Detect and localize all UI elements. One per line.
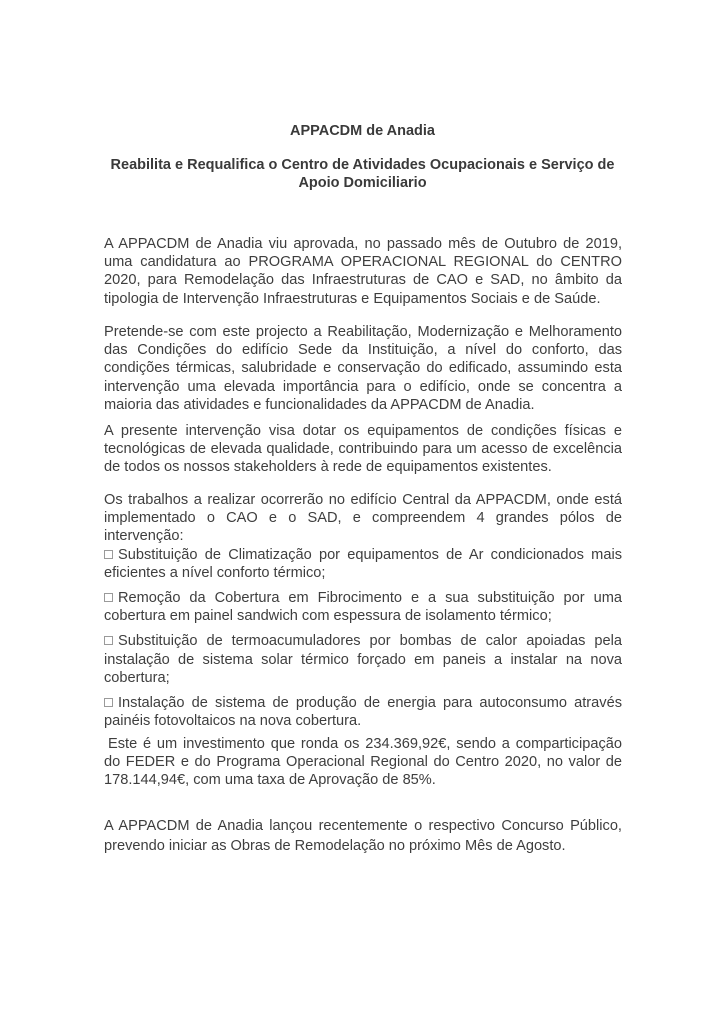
paragraph-text: Pretende-se com este projecto a Reabilitação, Modernização e Melhoramento das Condições do edifício Sede da Instituição, a nível do conforto, das condições térmicas, salubridade e conservação do edificado, assumindo esta intervenção uma elevada importância para o edifício, onde se concentra a maioria das atividades e funcionalidades da APPACDM de Anadia.	[104, 324, 622, 413]
paragraph-works	[104, 491, 622, 730]
paragraph-project-goals	[104, 323, 622, 414]
empty-square-bullet-icon	[104, 636, 113, 645]
paragraph-text: A APPACDM de Anadia viu aprovada, no passado mês de Outubro de 2019, uma candidatura ao PROGRAMA OPERACIONAL REGIONAL do CENTRO 2020, para Remodelação das Infraestruturas de CAO e SAD, no âmbito da tipologia de Intervenção Infraestruturas e Equipamentos Sociais e de Saúde.	[104, 236, 622, 307]
document-subtitle	[0, 156, 725, 192]
document-title: APPACDM de Anadia	[289, 123, 435, 139]
subtitle-line-2: Apoio Domiciliario	[298, 175, 427, 191]
list-item	[104, 694, 622, 730]
empty-square-bullet-icon	[104, 593, 113, 602]
paragraph-investment	[104, 735, 622, 790]
empty-square-bullet-icon	[104, 550, 113, 559]
list-item	[104, 632, 622, 687]
list-item	[104, 546, 622, 582]
list-item-text: Instalação de sistema de produção de energia para autoconsumo através painéis fotovoltaicos na nova cobertura.	[104, 695, 622, 730]
paragraph-approval	[104, 235, 622, 308]
list-item	[104, 589, 622, 625]
paragraph-closing	[104, 816, 622, 856]
paragraph-intervention	[104, 422, 622, 477]
paragraph-text: Este é um investimento que ronda os 234.369,92€, sendo a comparticipação do FEDER e do Programa Operacional Regional do Centro 2020, no valor de 178.144,94€, com uma taxa de Aprovação de 85%.	[104, 736, 622, 789]
paragraph-text: A APPACDM de Anadia lançou recentemente o respectivo Concurso Público, prevendo iniciar as Obras de Remodelação no próximo Mês de Agosto.	[104, 818, 622, 854]
paragraph-text: A presente intervenção visa dotar os equipamentos de condições físicas e tecnológicas de elevada qualidade, contribuindo para um acesso de excelência de todos os nossos stakeholders à rede de equipamentos existentes.	[104, 423, 622, 476]
list-item-text: Substituição de Climatização por equipamentos de Ar condicionados mais eficientes a nível conforto térmico;	[104, 546, 622, 581]
empty-square-bullet-icon	[104, 698, 113, 707]
subtitle-line-1: Reabilita e Requalifica o Centro de Atividades Ocupacionais e Serviço de	[110, 157, 615, 173]
list-item-text: Remoção da Cobertura em Fibrocimento e a sua substituição por uma cobertura em painel sandwich com espessura de isolamento térmico;	[104, 590, 622, 625]
paragraph-text: Os trabalhos a realizar ocorrerão no edifício Central da APPACDM, onde está implementado o CAO e o SAD, e compreendem 4 grandes pólos de intervenção:	[104, 492, 622, 545]
list-item-text: Substituição de termoacumuladores por bombas de calor apoiadas pela instalação de sistema solar térmico forçado em paneis a instalar na nova cobertura;	[104, 633, 622, 686]
